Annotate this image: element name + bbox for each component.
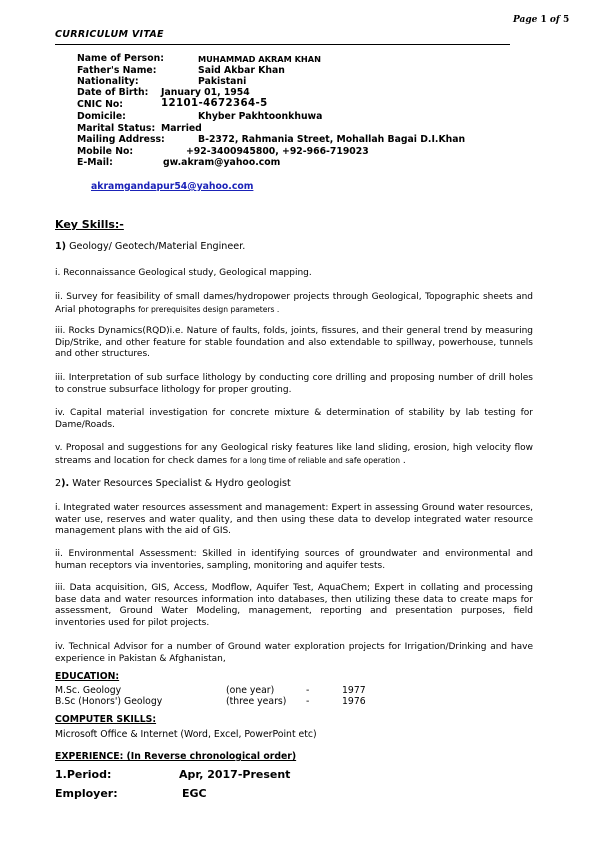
geology-item-iii-b: iii. Interpretation of sub surface lithology by conducting core drilling and proposing number of drill holes to construe subsurface lithology for proper grouting. [55, 373, 533, 395]
dob-label: Date of Birth: [77, 87, 149, 98]
education-year: 1977 [342, 685, 366, 696]
education-dash: - [306, 696, 310, 707]
water-title-text: Water Resources Specialist & Hydro geologist [69, 478, 291, 489]
father-label: Father's Name: [77, 65, 157, 76]
nationality-label: Nationality: [77, 76, 139, 87]
education-duration: (three years) [226, 696, 287, 707]
computer-skills-heading: COMPUTER SKILLS: [55, 714, 157, 725]
mailing-value: B-2372, Rahmania Street, Mohallah Bagai D.I.Khan [198, 134, 466, 145]
water-title-number: 2 [55, 478, 62, 489]
dob-value: January 01, 1954 [161, 87, 250, 98]
education-dash: - [306, 685, 310, 696]
marital-label: Marital Status: [77, 123, 156, 134]
cnic-value: 12101-4672364-5 [161, 98, 268, 109]
geology-item-iii: iii. Rocks Dynamics(RQD)i.e. Nature of faults, folds, joints, fissures, and their general trend by measuring Dip/Strike, and other feature for stable foundation and also extendable to spillway, powerhouse, tunnels and other structures. [55, 326, 533, 360]
employer-value: EGC [182, 787, 207, 800]
employer-label: Employer: [55, 787, 118, 800]
period-label: 1.Period: [55, 768, 112, 781]
water-item-i: i. Integrated water resources assessment and management: Expert in assessing Ground water resources, water use, reserves and water quality, and then using these data to develop integrated water resource management plans with the aid of GIS. [55, 503, 533, 537]
geology-item-ii [55, 292, 533, 316]
nationality-value: Pakistani [198, 76, 247, 87]
domicile-label: Domicile: [77, 111, 126, 122]
geology-item-v [55, 443, 533, 467]
page-of: of [546, 15, 563, 25]
cnic-label: CNIC No: [77, 99, 124, 110]
name-value: MUHAMMAD AKRAM KHAN [198, 54, 321, 64]
education-heading: EDUCATION: [55, 671, 120, 682]
education-degree: M.Sc. Geology [55, 685, 122, 696]
geology-item-v-text: v. Proposal and suggestions for any Geological risky features like land sliding, erosion, high velocity flow streams and location for check dames [55, 443, 533, 466]
experience-heading: EXPERIENCE: (In Reverse chronological order) [55, 751, 297, 762]
water-title-paren: ). [61, 478, 70, 489]
geology-title [55, 241, 245, 252]
mobile-label: Mobile No: [77, 146, 134, 157]
page-label: Page [513, 15, 541, 25]
education-year: 1976 [342, 696, 366, 707]
page-total: 5 [562, 15, 570, 25]
geology-item-ii-small: for prerequisites design parameters . [138, 304, 280, 314]
page-number [513, 15, 569, 25]
mailing-label: Mailing Address: [77, 134, 165, 145]
education-degree: B.Sc (Honors') Geology [55, 696, 163, 707]
domicile-value: Khyber Pakhtoonkhuwa [198, 111, 323, 122]
header-divider [55, 44, 510, 45]
computer-skills-text: Microsoft Office & Internet (Word, Excel, PowerPoint etc) [55, 729, 317, 740]
water-item-ii: ii. Environmental Assessment: Skilled in identifying sources of groundwater and environmental and human receptors via inventories, sampling, monitoring and aquifer tests. [55, 549, 533, 571]
email-label: E-Mail: [77, 157, 113, 168]
mobile-value: +92-3400945800, +92-966-719023 [186, 146, 369, 157]
marital-value: Married [161, 123, 202, 134]
geology-item-v-small: for a long time of reliable and safe operation [229, 455, 401, 465]
geology-title-text: Geology/ Geotech/Material Engineer. [66, 241, 246, 252]
key-skills-heading: Key Skills:- [55, 218, 124, 231]
water-item-iii: iii. Data acquisition, GIS, Access, Modflow, Aquifer Test, AquaChem; Expert in collating and processing base data and water resources information into databases, then utilizing these data to create maps for assessment, Ground Water Modeling, management, reporting and presentation purposes, field inventories used for pilot projects. [55, 583, 533, 629]
name-label: Name of Person: [77, 53, 164, 64]
document-title: CURRICULUM VITAE [55, 29, 164, 40]
water-resources-title [55, 478, 291, 489]
alt-email-link[interactable]: akramgandapur54@yahoo.com [91, 181, 254, 192]
page-current: 1 [540, 15, 547, 25]
geology-item-v-end: . [400, 455, 406, 466]
geology-item-i: i. Reconnaissance Geological study, Geological mapping. [55, 268, 312, 278]
father-value: Said Akbar Khan [198, 65, 285, 76]
email-value[interactable]: gw.akram@yahoo.com [163, 157, 281, 168]
period-value: Apr, 2017-Present [179, 768, 291, 781]
water-item-iv: iv. Technical Advisor for a number of Ground water exploration projects for Irrigation/Drinking and have experience in Pakistan & Afghanistan, [55, 642, 533, 664]
geology-item-iv: iv. Capital material investigation for concrete mixture & determination of stability by lab testing for Dame/Roads. [55, 408, 533, 430]
education-duration: (one year) [226, 685, 275, 696]
geology-item-ii-text: ii. Survey for feasibility of small dames/hydropower projects through Geological, Topographic sheets and Arial photographs [55, 292, 533, 315]
geology-title-number: 1) [55, 241, 67, 252]
